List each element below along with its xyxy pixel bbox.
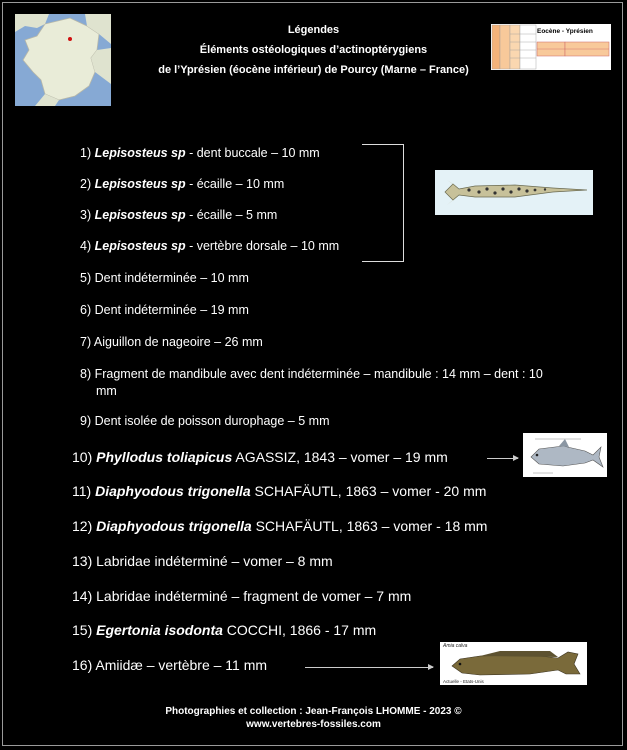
legend-item-9: 9) Dent isolée de poisson durophage – 5 mm <box>80 414 330 428</box>
amia-caption-top: Amia calva <box>443 643 468 649</box>
legend-item-1: 1) Lepisosteus sp - dent buccale – 10 mm <box>80 146 320 160</box>
legend-item-8: 8) Fragment de mandibule avec dent indéterminée – mandibule : 14 mm – dent : 10 mm <box>80 367 543 398</box>
legend-item-16: 16) Amiidæ – vertèbre – 11 mm <box>72 657 268 673</box>
amia-caption-bottom: Actuelle - Etats-Unis <box>443 679 484 684</box>
lepisosteus-bracket <box>362 144 404 262</box>
legend-item-12: 12) Diaphyodous trigonella SCHAFÄUTL, 1863 – vomer - 18 mm <box>72 518 488 534</box>
legend-item-11: 11) Diaphyodous trigonella SCHAFÄUTL, 1863 – vomer - 20 mm <box>72 483 487 499</box>
amia-fish-image <box>440 642 587 685</box>
arrow-item-10 <box>487 458 518 459</box>
legend-item-2: 2) Lepisosteus sp - écaille – 10 mm <box>80 177 285 191</box>
legend-item-10: 10) Phyllodus toliapicus AGASSIZ, 1843 – vomer – 19 mm <box>72 449 448 465</box>
gar-fish-image <box>435 170 593 215</box>
header-title: Légendes <box>287 24 340 36</box>
legend-item-7: 7) Aiguillon de nageoire – 26 mm <box>80 335 263 349</box>
header-location: de l’Yprésien (éocène inférieur) de Pourcy (Marne – France) <box>158 64 469 76</box>
stratigraphy-label: Eocène - Yprésien <box>537 28 593 35</box>
legend-item-3: 3) Lepisosteus sp - écaille – 5 mm <box>80 208 278 222</box>
legend-item-13: 13) Labridae indéterminé – vomer – 8 mm <box>72 553 333 569</box>
header-subtitle: Éléments ostéologiques d’actinoptérygiens <box>199 44 428 56</box>
legend-item-14: 14) Labridae indéterminé – fragment de vomer – 7 mm <box>72 588 412 604</box>
arrow-item-16 <box>305 667 433 668</box>
legend-item-5: 5) Dent indéterminée – 10 mm <box>80 271 249 285</box>
legend-item-4: 4) Lepisosteus sp - vertèbre dorsale – 10 mm <box>80 239 340 253</box>
footer <box>0 705 627 731</box>
tarpon-fish-image <box>523 433 607 477</box>
footer-website: www.vertebres-fossiles.com <box>246 719 381 730</box>
legend-item-6: 6) Dent indéterminée – 19 mm <box>80 303 249 317</box>
footer-credits: Photographies et collection : Jean-François LHOMME - 2023 © <box>165 706 462 717</box>
legend-item-15: 15) Egertonia isodonta COCCHI, 1866 - 17 mm <box>72 622 377 638</box>
